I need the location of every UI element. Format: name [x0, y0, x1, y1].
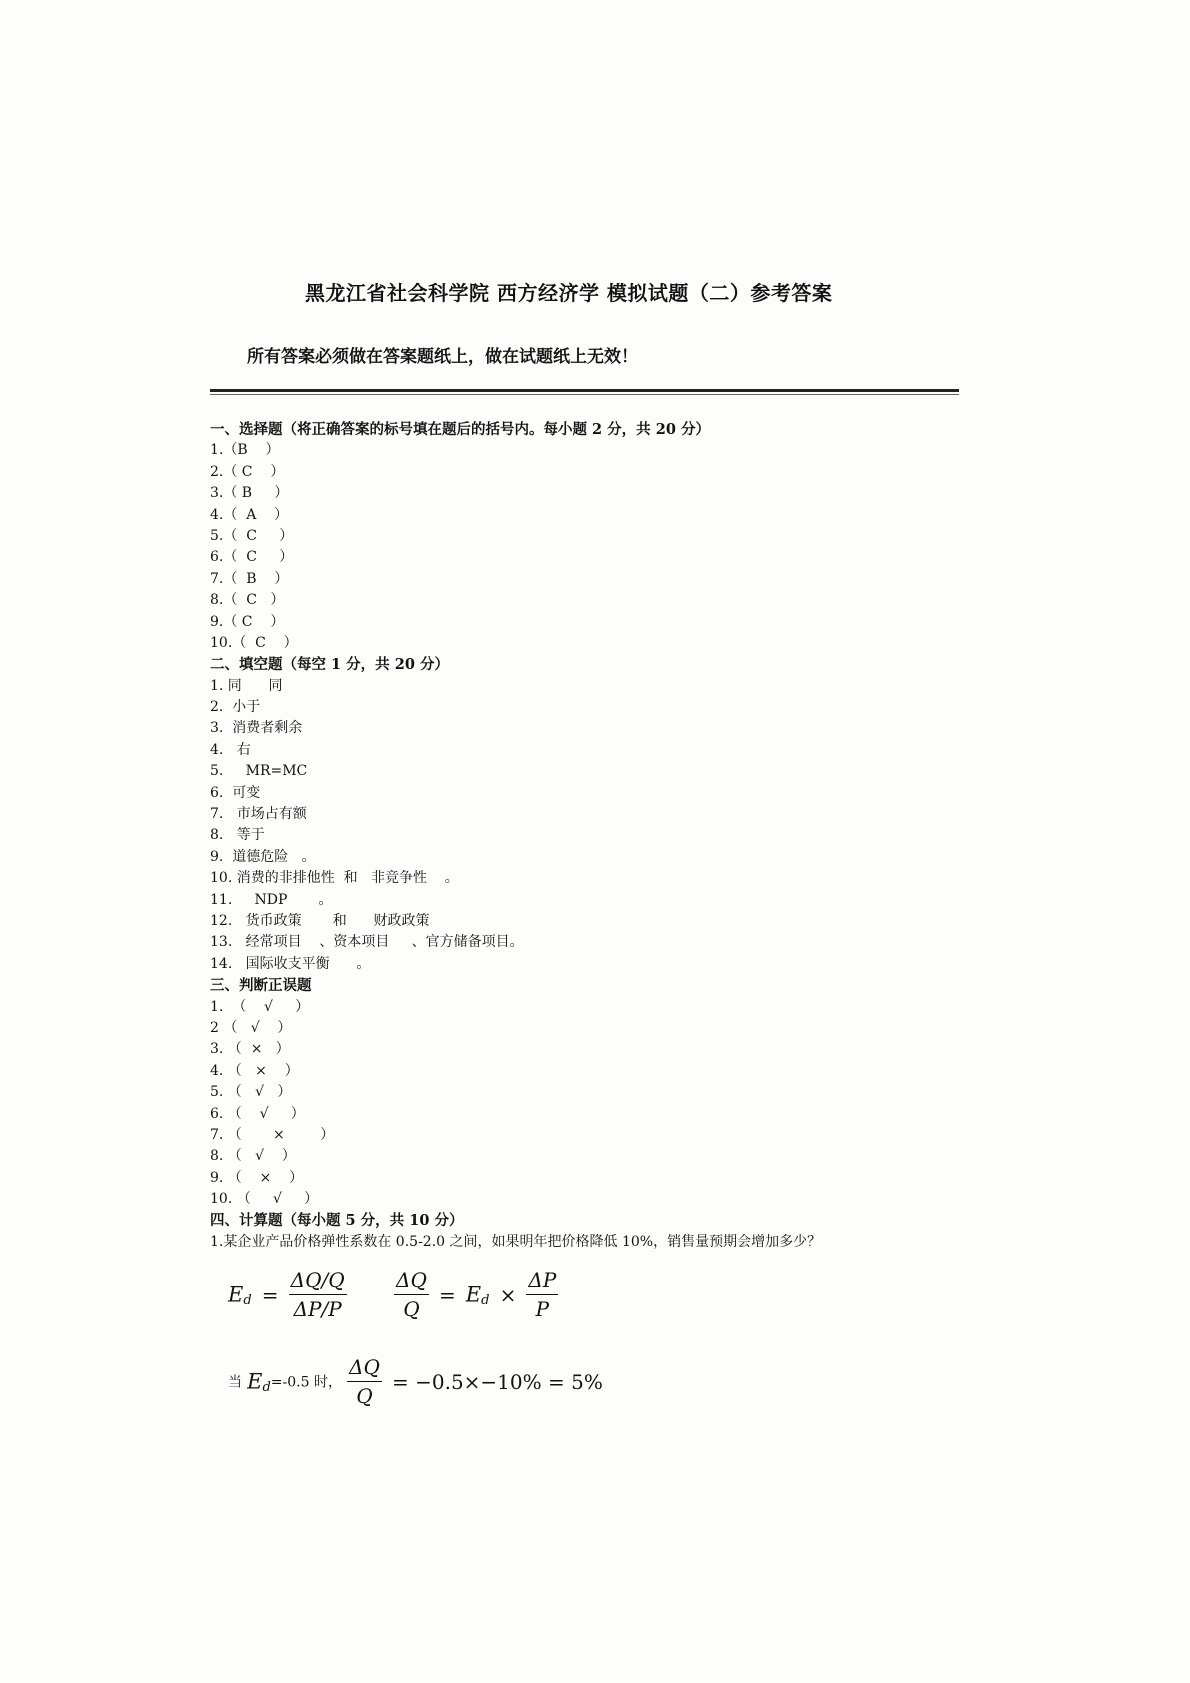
fill-answer-item: 13. 经常项目 、资本项目 、官方储备项目。: [210, 934, 524, 951]
judge-answer-item: 4. （ × ）: [210, 1062, 299, 1079]
judge-answer-item: 7. （ × ）: [210, 1126, 335, 1143]
fill-answer-item: 5. MR=MC: [210, 763, 308, 780]
times-sign: ×: [499, 1282, 517, 1307]
answer-content: [210, 419, 970, 1253]
choice-answer-item: 10.（ C ）: [210, 634, 298, 651]
fraction-numerator: ΔQ: [347, 1355, 382, 1382]
fill-answer-item: 1. 同 同: [210, 677, 283, 694]
section-heading-choice: 一、选择题（将正确答案的标号填在题后的括号内。每小题 2 分，共 20 分）: [210, 421, 710, 438]
when-value: =-0.5 时，: [270, 1374, 342, 1391]
ed-symbol: E: [247, 1369, 263, 1394]
choice-answer-item: 8.（ C ）: [210, 592, 285, 609]
elasticity-definition: [228, 1268, 347, 1321]
fill-answer-item: 2. 小于: [210, 699, 261, 716]
choice-answer-item: 4.（ A ）: [210, 506, 289, 523]
dp-over-p-fraction: [526, 1268, 558, 1321]
fraction-numerator: ΔQ/Q: [289, 1268, 347, 1295]
elasticity-fraction: [289, 1268, 347, 1321]
fill-answer-item: 6. 可变: [210, 784, 261, 801]
header-divider: [210, 389, 959, 392]
section-heading-calc: 四、计算题（每小题 5 分，共 10 分）: [210, 1212, 464, 1230]
ed-symbol: E: [465, 1282, 482, 1307]
judge-answer-item: 10. （ √ ）: [210, 1191, 319, 1208]
judge-answer-item: 2 （ √ ）: [210, 1019, 292, 1036]
elasticity-calculation: [228, 1355, 828, 1417]
choice-answers: [210, 440, 970, 654]
fill-answer-item: 7. 市场占有额: [210, 806, 307, 823]
elasticity-formulas: [228, 1268, 748, 1338]
answer-notice: 所有答案必须做在答案题纸上，做在试题纸上无效！: [247, 347, 638, 367]
judge-answer-item: 9. （ × ）: [210, 1169, 304, 1186]
judge-answers: [210, 997, 970, 1211]
dq-over-q-fraction: [347, 1355, 382, 1408]
page-title: 黑龙江省社会科学院 西方经济学 模拟试题（二）参考答案: [305, 281, 833, 305]
fraction-denominator: Q: [356, 1384, 373, 1408]
choice-answer-item: 3.（ B ）: [210, 485, 289, 502]
fraction-numerator: ΔQ: [394, 1268, 429, 1295]
judge-answer-item: 3. （ × ）: [210, 1041, 290, 1058]
choice-answer-item: 1.（B ）: [210, 442, 280, 459]
fill-answer-item: 11. NDP 。: [210, 891, 333, 908]
calc-question-1: 1.某企业产品价格弹性系数在 0.5-2.0 之间，如果明年把价格降低 10%，销售量预期会增加多少？: [210, 1233, 822, 1250]
header-divider-thin: [210, 394, 959, 395]
fraction-denominator: Q: [403, 1297, 420, 1321]
choice-answer-item: 9.（ C ）: [210, 613, 285, 630]
quantity-change-formula: [394, 1268, 558, 1321]
ed-subscript: d: [243, 1293, 252, 1308]
fraction-denominator: P: [535, 1297, 550, 1321]
judge-answer-item: 6. （ √ ）: [210, 1105, 305, 1122]
ed-symbol: E: [228, 1282, 244, 1307]
result-expression: = −0.5×−10% = 5%: [391, 1369, 603, 1394]
fraction-denominator: ΔP/P: [293, 1297, 342, 1321]
fill-answer-item: 12. 货币政策 和 财政政策: [210, 912, 430, 929]
fill-answer-item: 9. 道德危险 。: [210, 848, 316, 865]
dq-over-q-fraction: [394, 1268, 429, 1321]
fill-answers: [210, 676, 970, 975]
section-heading-fill: 二、填空题（每空 1 分，共 20 分）: [210, 656, 449, 674]
equals-sign: =: [438, 1282, 456, 1307]
ed-subscript: d: [481, 1293, 490, 1308]
section-heading-judge: 三、判断正误题: [210, 977, 312, 995]
choice-answer-item: 7.（ B ）: [210, 570, 289, 587]
choice-answer-item: 2.（ C ）: [210, 463, 285, 480]
fill-answer-item: 4. 右: [210, 741, 251, 758]
fill-answer-item: 3. 消费者剩余: [210, 720, 303, 737]
fraction-numerator: ΔP: [526, 1268, 558, 1295]
fill-answer-item: 10. 消费的非排他性 和 非竞争性 。: [210, 870, 459, 887]
ed-subscript: d: [262, 1380, 271, 1395]
judge-answer-item: 5. （ √ ）: [210, 1084, 292, 1101]
equals-sign: =: [261, 1282, 279, 1307]
when-prefix: 当: [228, 1374, 242, 1391]
fill-answer-item: 8. 等于: [210, 827, 265, 844]
choice-answer-item: 6.（ C ）: [210, 549, 294, 566]
fill-answer-item: 14. 国际收支平衡 。: [210, 955, 371, 972]
judge-answer-item: 8. （ √ ）: [210, 1148, 296, 1165]
choice-answer-item: 5.（ C ）: [210, 527, 294, 544]
judge-answer-item: 1. （ √ ）: [210, 998, 310, 1015]
